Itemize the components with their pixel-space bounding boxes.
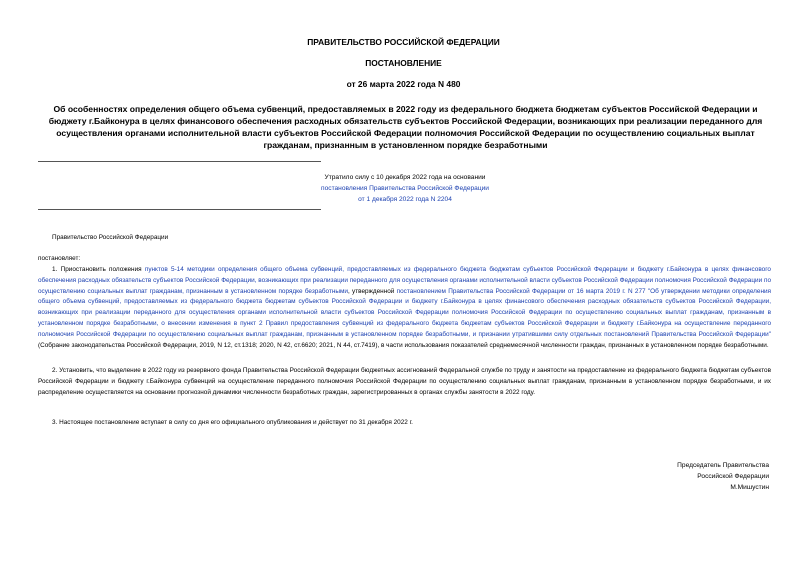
- p1-text-c: (Собрание законодательства Российской Федерации, 2019, N 12, ст.1318; 2020, N 42, ст.6620; 2021, N 44, ст.7419), в части использования показателей среднемесячной численности граждан, признанных в установленном порядке безработными.: [38, 341, 769, 349]
- paragraph-3: 3. Настоящее постановление вступает в силу со дня его официального опубликования и действует по 31 декабря 2022 г.: [52, 419, 413, 426]
- divider-bottom: [38, 209, 321, 210]
- signature-name: М.Мишустин: [730, 484, 769, 492]
- signature-title: Председатель Правительства: [677, 462, 769, 469]
- p1-text-a: 1. Приостановить положения: [52, 266, 145, 273]
- divider-top: [38, 161, 321, 162]
- signature-org: Российской Федерации: [697, 473, 769, 481]
- doc-type-heading: ПОСТАНОВЛЕНИЕ: [365, 58, 442, 68]
- p1-text-b: , утвержденной: [347, 287, 397, 295]
- doc-date-heading: от 26 марта 2022 года N 480: [346, 79, 461, 89]
- p1-link-resolution[interactable]: постановлением Правительства Российской Федерации от 16 марта 2019 г. N 277 "Об утверждении методики определения общего объема субвенций, предоставляемых из федерального бюджета бюджетам субъектов Российской Федерации и бюджету г.Байконура в целях финансового обеспечения расходных обязательств субъектов Российской Федерации, возникающих при реализации переданного для осуществления органами исполнительной власти субъектов Российской Федерации полномочия Российской Федерации по осуществлению социальных выплат гражданам, признанным в установленном порядке безработными, о внесении изменения в пункт 2 Правил предоставления субвенций из федерального бюджета бюджетам субъектов Российской Федерации и бюджету г.Байконура на осуществление переданного полномочия Российской Федерации по осуществлению социальных выплат гражданам, признанным в установленном порядке безработными, и признании утратившими силу отдельных постановлений Правительства Российской Федерации": [38, 287, 772, 338]
- status-note: [300, 172, 510, 205]
- authority-heading: ПРАВИТЕЛЬСТВО РОССИЙСКОЙ ФЕДЕРАЦИИ: [307, 37, 500, 47]
- p1-link-methodology[interactable]: пунктов 5-14 методики определения общего объема субвенций, предоставляемых из федерального бюджета бюджетам субъектов Российской Федерации и бюджету г.Байконура в целях финансового обеспечения расходных обязательств субъектов Российской Федерации, возникающих при реализации переданного для осуществления органами исполнительной власти субъектов Российской Федерации полномочия Российской Федерации по осуществлению социальных выплат гражданам, признанным в установленном порядке безработными: [38, 266, 771, 295]
- doc-title: Об особенностях определения общего объема субвенций, предоставляемых в 2022 году из федерального бюджета бюджетам субъектов Российской Федерации и бюджету г.Байконура в целях финансового обеспечения расходных обязательств субъектов Российской Федерации, возникающих при реализации переданного для осуществления органами исполнительной власти субъектов Российской Федерации полномочия Российской Федерации по осуществлению социальных выплат гражданам, признанным в установленном порядке безработными: [48, 104, 763, 150]
- signature-block: [569, 460, 769, 494]
- paragraph-2: 2. Установить, что выделение в 2022 году из резервного фонда Правительства Российской Федерации бюджетных ассигнований Федеральной службе по труду и занятости на предоставление из федерального бюджета бюджетам субъектов Российской Федерации и бюджету г.Байконура субвенций на осуществление переданного полномочия Российской Федерации по осуществлению социальных выплат гражданам, признанным в установленном порядке безработными, и их распределение осуществляется на основании прогнозной динамики численности безработных граждан, зарегистрированных в органах службы занятости в 2022 году.: [38, 367, 771, 396]
- paragraph-1: [38, 265, 771, 351]
- issuer-text: Правительство Российской Федерации: [52, 234, 169, 241]
- status-link-decree[interactable]: постановления Правительства Российской Федерации: [321, 185, 489, 192]
- decree-text: постановляет:: [38, 255, 81, 262]
- status-line: Утратило силу с 10 декабря 2022 года на основании: [324, 174, 486, 181]
- status-link-date[interactable]: от 1 декабря 2022 года N 2204: [358, 196, 452, 203]
